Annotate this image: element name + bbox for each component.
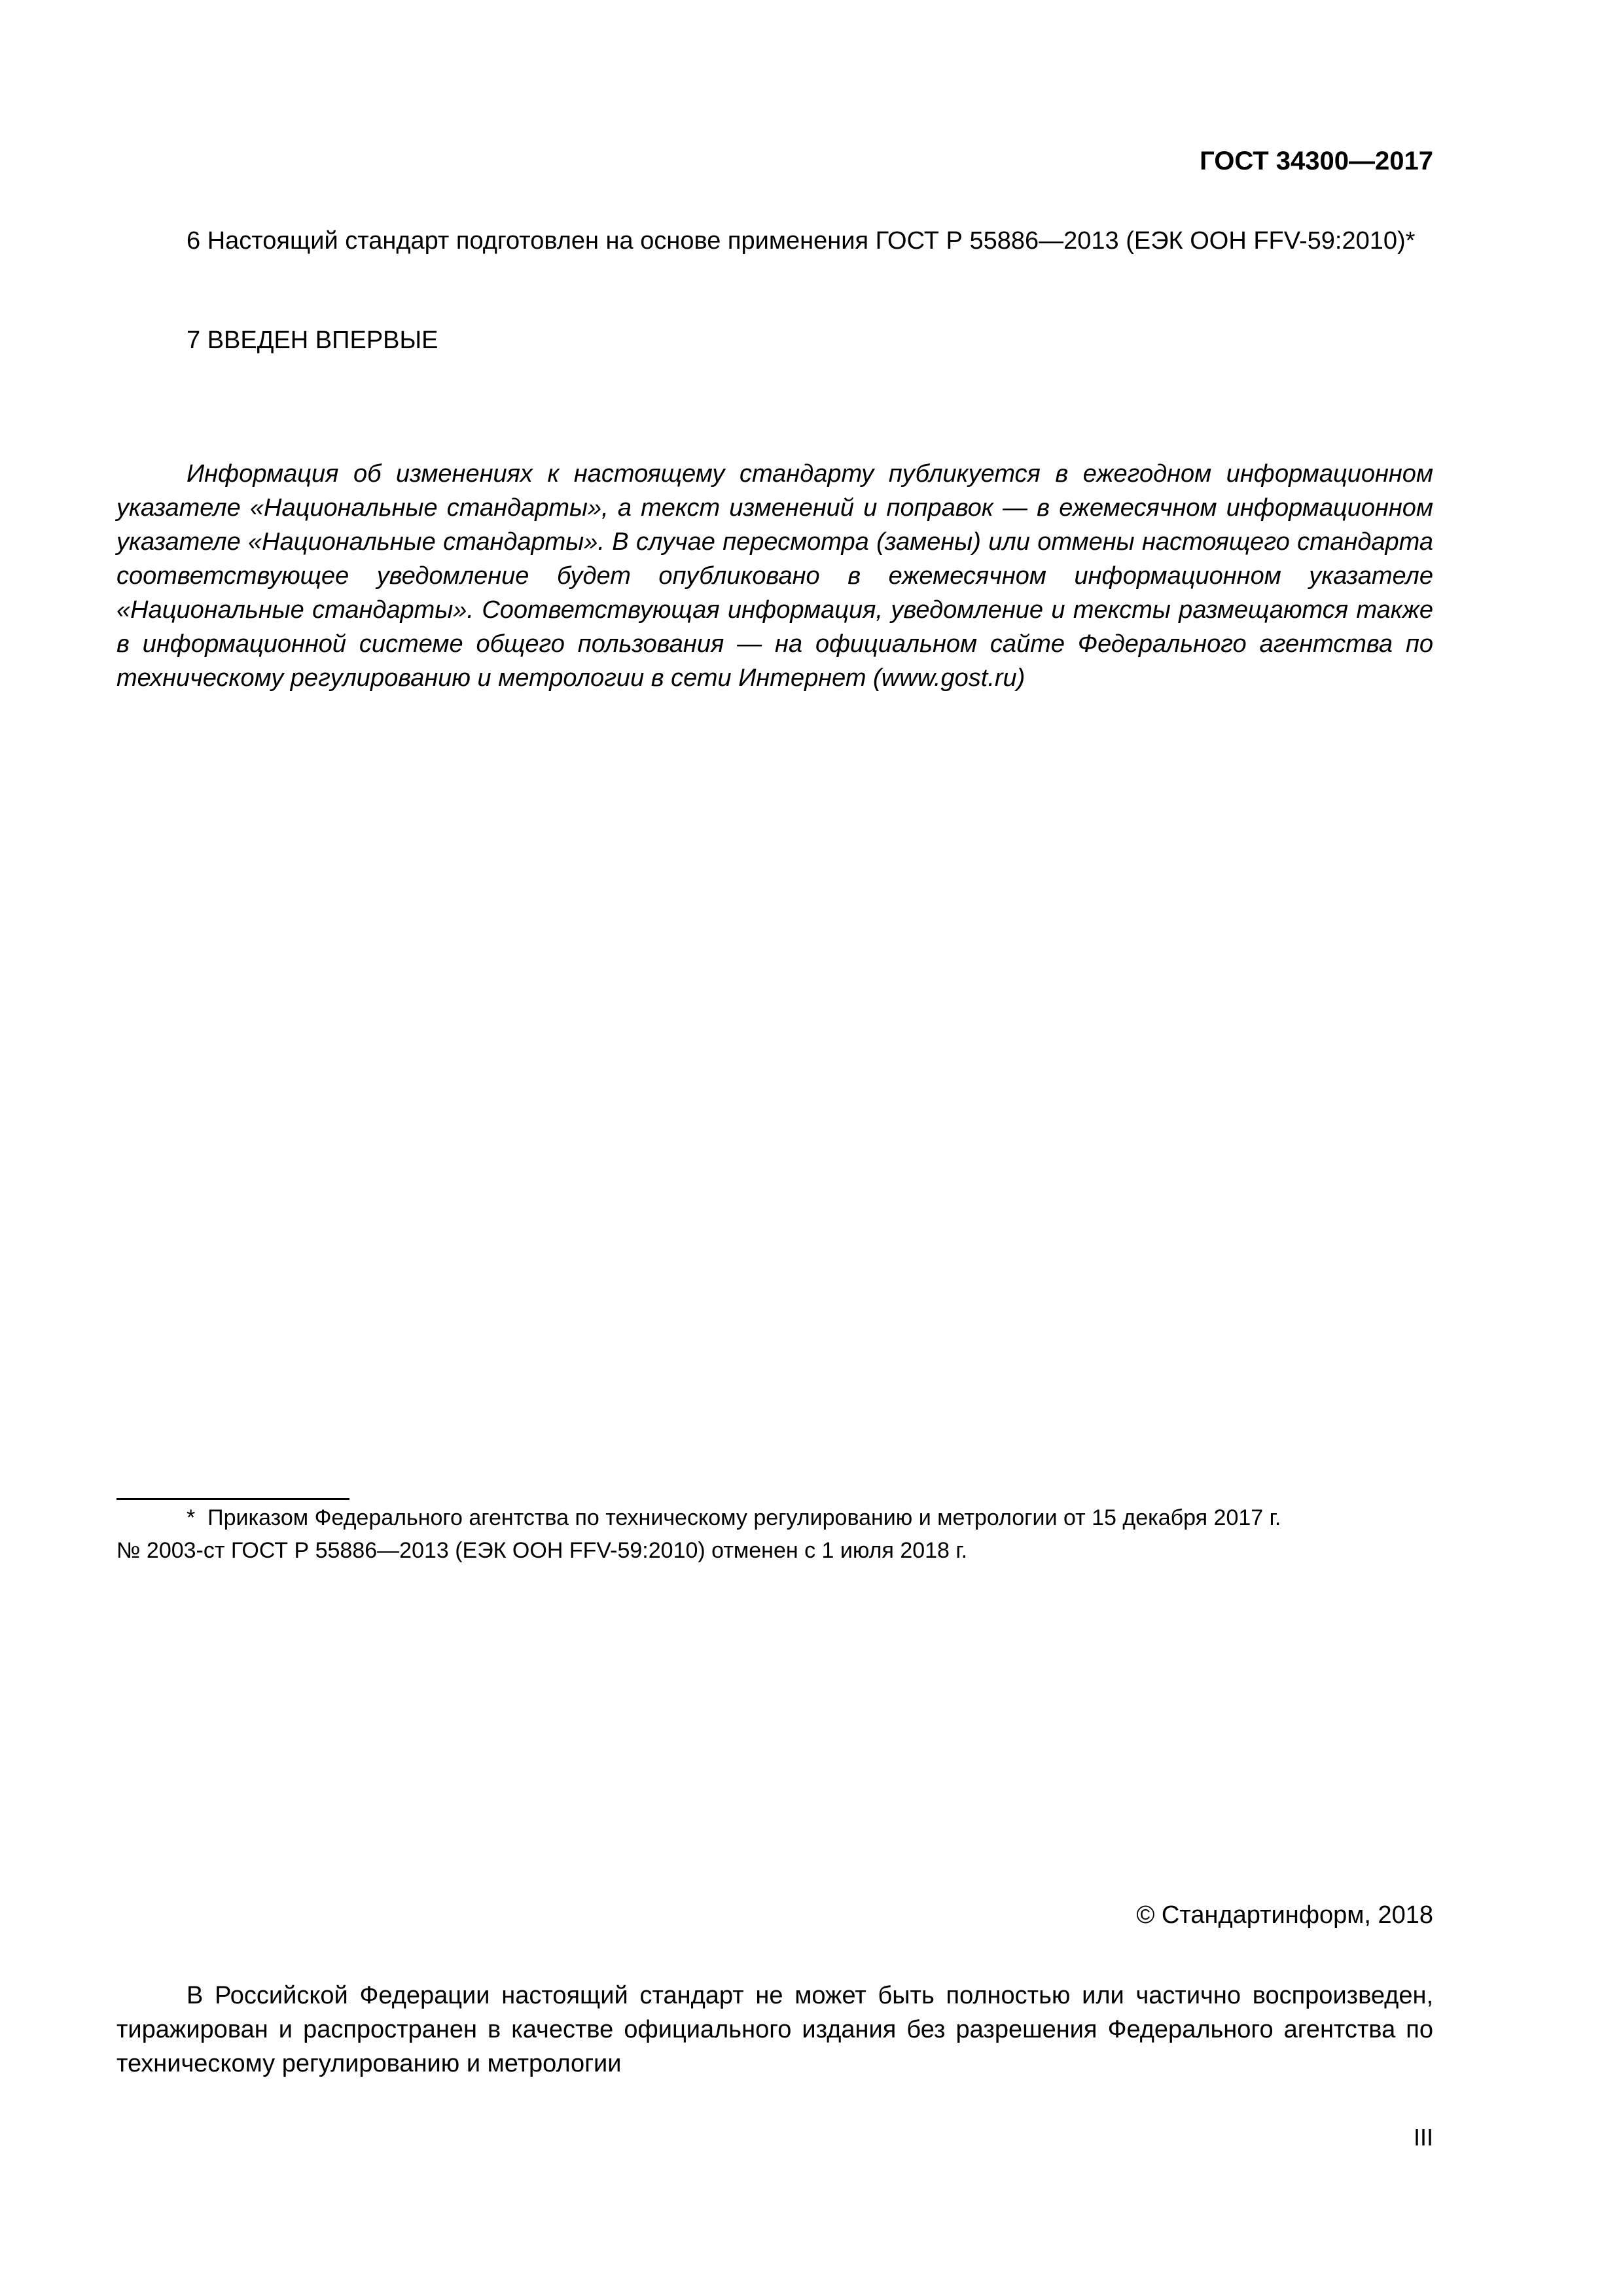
document-code-header: ГОСТ 34300—2017 <box>1200 147 1433 175</box>
footnote-line-1: * Приказом Федерального агентства по техническому регулированию и метрологии от 15 декабря 2017 г. <box>187 1505 1281 1530</box>
footnote <box>116 1501 1433 1567</box>
copyright-notice: © Стандартинформ, 2018 <box>1136 1901 1433 1929</box>
footnote-line-2: № 2003-ст ГОСТ Р 55886—2013 (ЕЭК ООН FFV-59:2010) отменен с 1 июля 2018 г. <box>116 1538 968 1563</box>
legal-notice: В Российской Федерации настоящий стандарт не может быть полностью или частично воспроизведен, тиражирован и распространен в качестве официального издания без разрешения Федерального агентства по техническому регулированию и метрологии <box>116 1982 1433 2077</box>
footnote-separator <box>116 1498 349 1500</box>
information-notice: Информация об изменениях к настоящему стандарту публикуется в ежегодном информационном указателе «Национальные стандарты», а текст изменений и поправок — в ежемесячном информационном указателе «Национальные стандарты». В случае пересмотра (замены) или отмены настоящего стандарта соответствующее уведомление будет опубликовано в ежемесячном информационном указателе «Национальные стандарты». Соответствующая информация, уведомление и тексты размещаются также в информационной системе общего пользования — на официальном сайте Федерального агентства по техническому регулированию и метрологии в сети Интернет (www.gost.ru) <box>116 460 1433 692</box>
item-7-paragraph: 7 ВВЕДЕН ВПЕРВЫЕ <box>187 327 438 354</box>
page-number: III <box>1413 2124 1433 2151</box>
item-6-paragraph: 6 Настоящий стандарт подготовлен на основе применения ГОСТ Р 55886—2013 (ЕЭК ООН FFV-59:2010)* <box>187 227 1416 255</box>
footnote-marker: * <box>187 1505 196 1530</box>
